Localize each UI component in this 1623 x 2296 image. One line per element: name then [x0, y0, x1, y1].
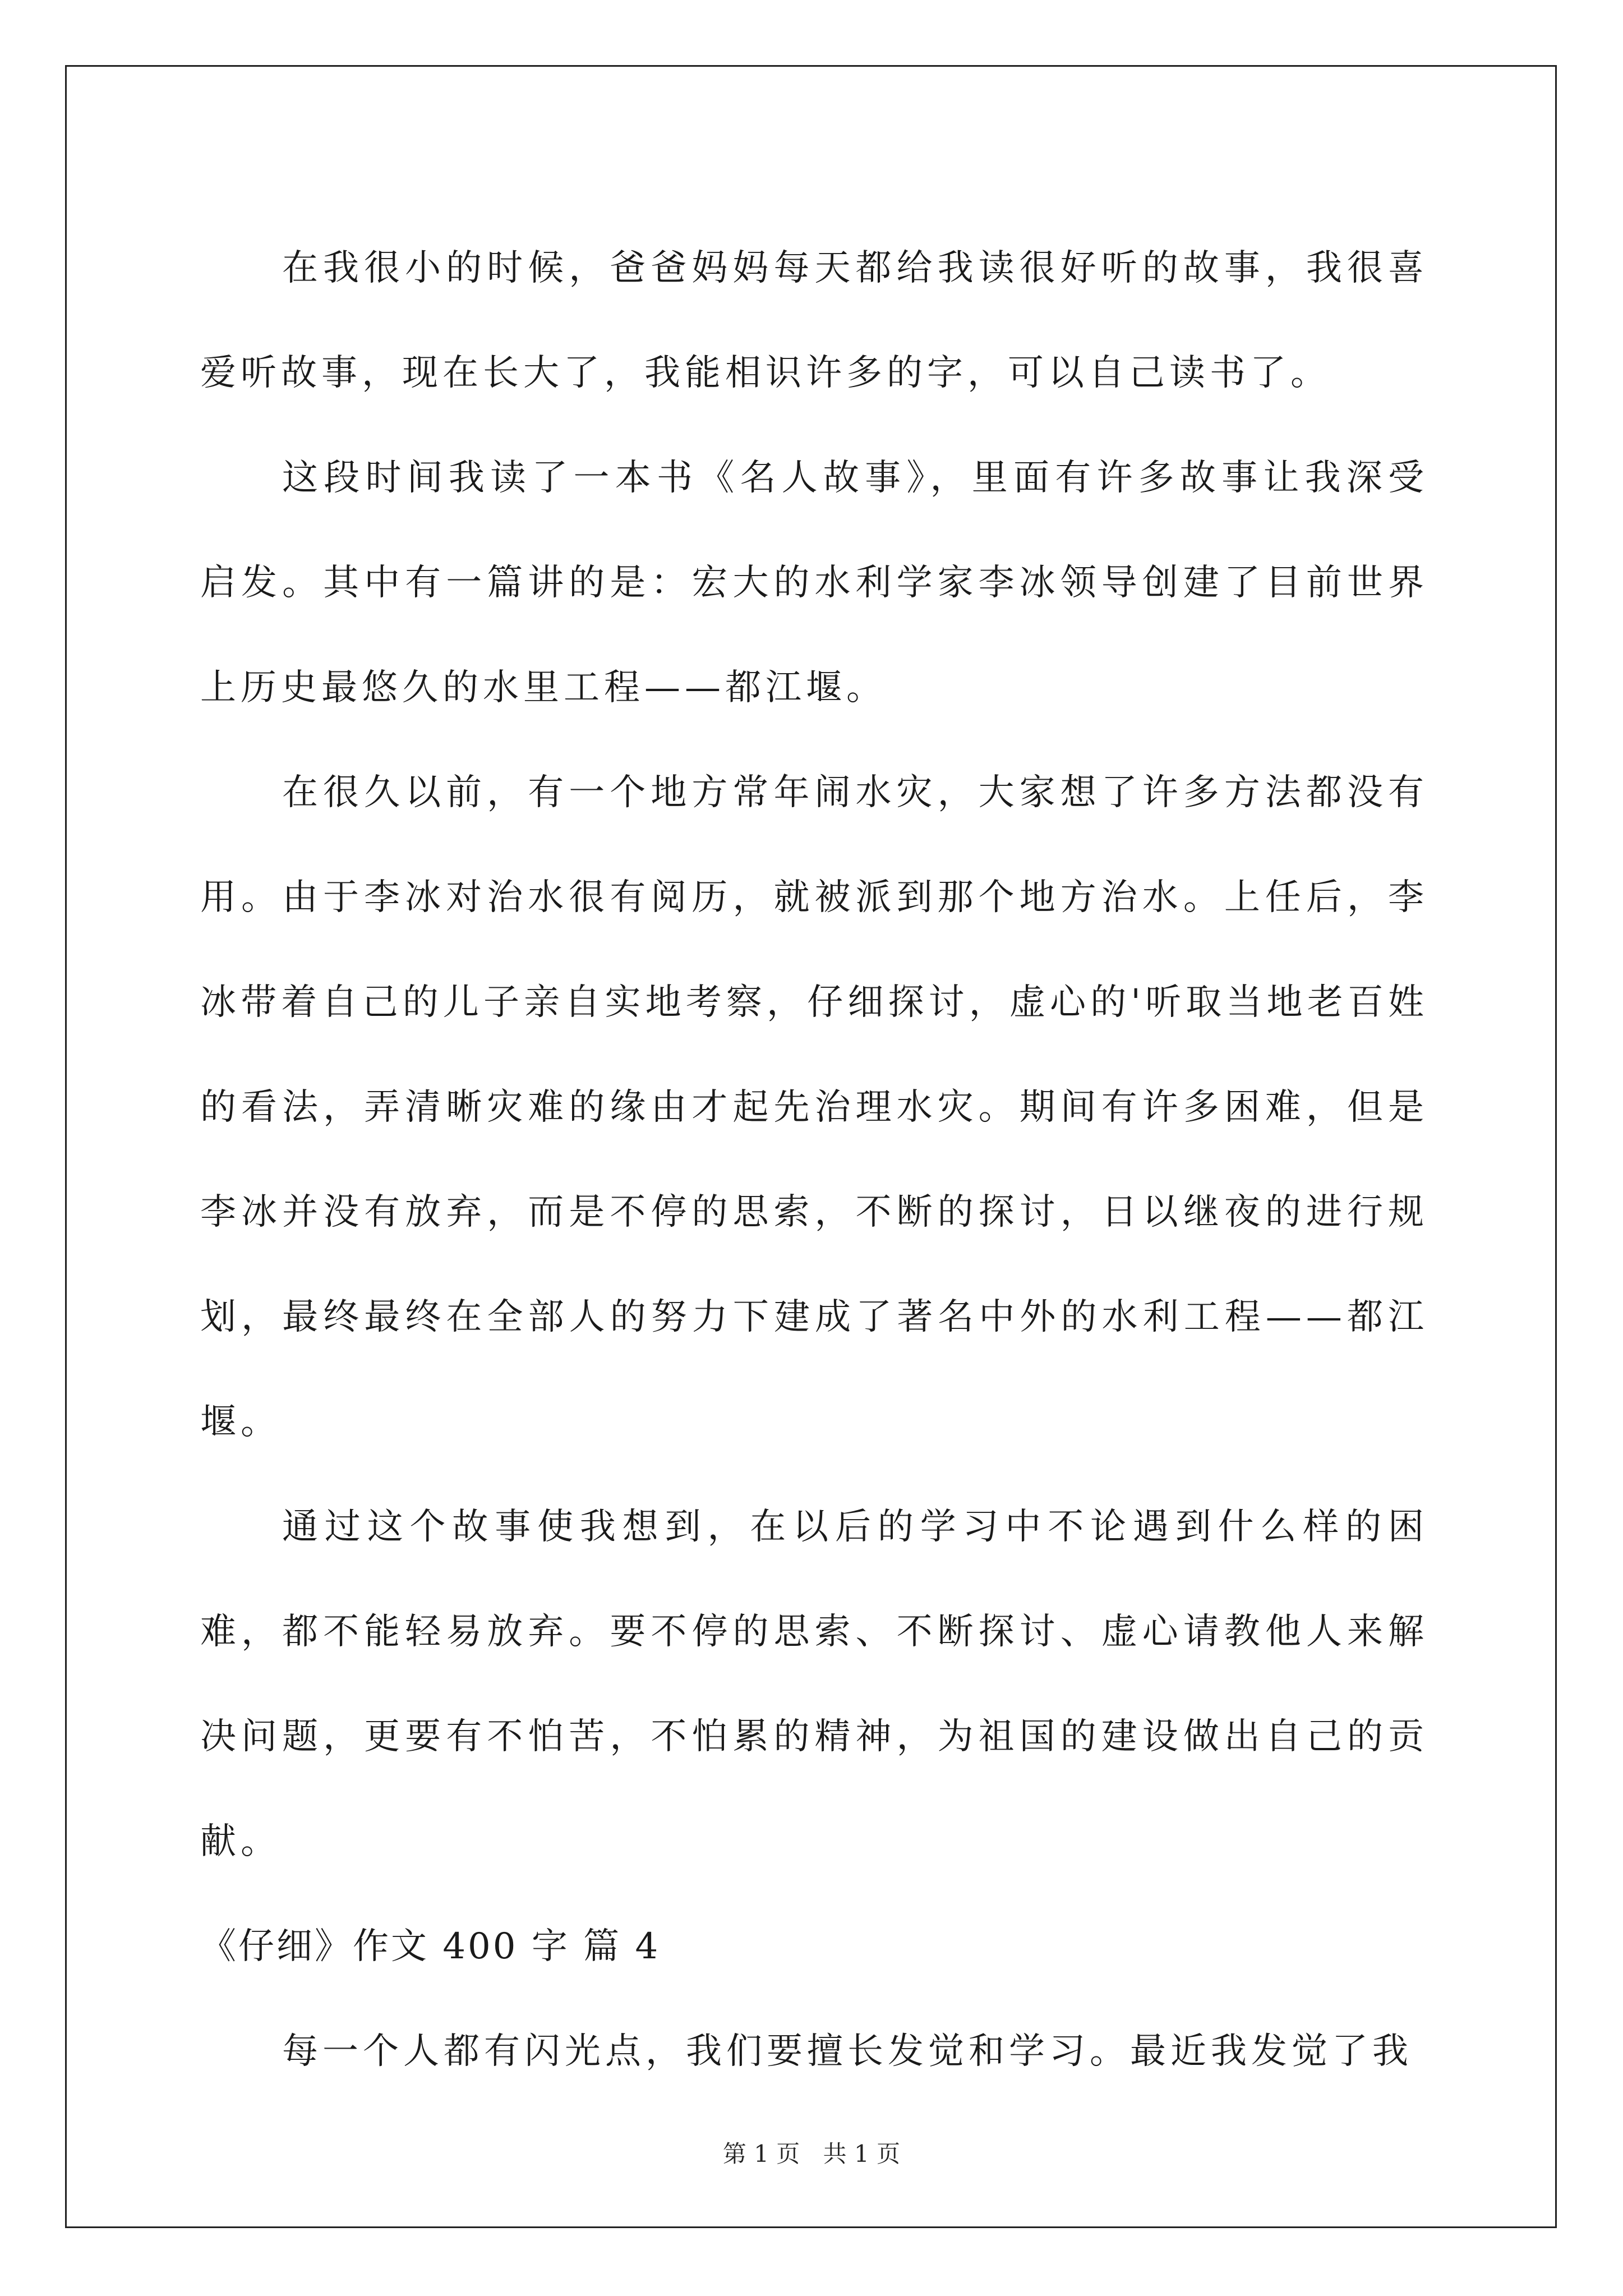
document-body — [200, 216, 1428, 2104]
section-heading: 《仔细》作文 400 字 篇 4 — [200, 1926, 661, 1967]
page-total: 共 1 页 — [823, 2140, 901, 2168]
paragraph-1: 在我很小的时候，爸爸妈妈每天都给我读很好听的故事，我很喜爱听故事，现在长大了，我能相识许多的字，可以自己读书了。 — [200, 247, 1428, 394]
page-number: 第 1 页 — [722, 2140, 800, 2168]
paragraph-2: 这段时间我读了一本书《名人故事》，里面有许多故事让我深受启发。其中有一篇讲的是：宏大的水利学家李冰领导创建了目前世界上历史最悠久的水里工程——都江堰。 — [200, 457, 1428, 708]
paragraph-4: 通过这个故事使我想到，在以后的学习中不论遇到什么样的困难，都不能轻易放弃。要不停的思索、不断探讨、虚心请教他人来解决问题，更要有不怕苦，不怕累的精神，为祖国的建设做出自己的贡献。 — [200, 1506, 1428, 1862]
page-footer — [0, 2137, 1623, 2171]
paragraph-3: 在很久以前，有一个地方常年闹水灾，大家想了许多方法都没有用。由于李冰对治水很有阅历，就被派到那个地方治水。上任后，李冰带着自己的儿子亲自实地考察，仔细探讨，虚心的'听取当地老百姓的看法，弄清晰灾难的缘由才起先治理水灾。期间有许多困难，但是李冰并没有放弃，而是不停的思索，不断的探讨，日以继夜的进行规划，最终最终在全部人的努力下建成了著名中外的水利工程——都江堰。 — [200, 772, 1428, 1443]
paragraph-5: 每一个人都有闪光点，我们要擅长发觉和学习。最近我发觉了我 — [282, 2031, 1413, 2072]
